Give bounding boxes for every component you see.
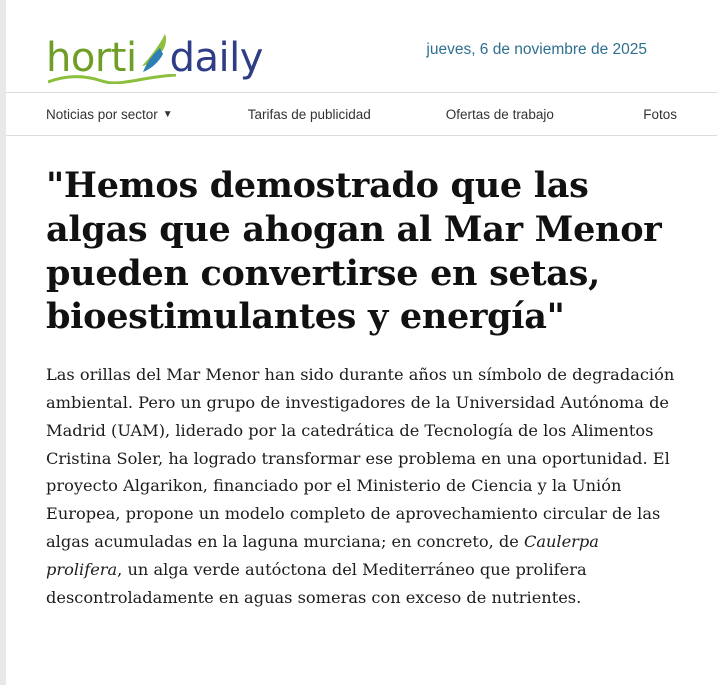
nav-item-label: Fotos: [643, 106, 677, 122]
nav-item-noticias-por-sector[interactable]: [46, 107, 173, 122]
main-navigation: [6, 92, 717, 136]
site-logo[interactable]: [46, 22, 263, 81]
nav-item-label: Ofertas de trabajo: [445, 106, 554, 122]
logo-text-daily: daily: [169, 35, 263, 81]
article-species-name: Caulerpa prolifera: [46, 532, 599, 580]
site-header: [6, 0, 717, 92]
logo-text-horti: horti: [46, 35, 137, 81]
nav-item-label: Noticias por sector: [46, 106, 158, 122]
logo-underline-decoration: [48, 71, 168, 80]
nav-item-fotos[interactable]: [643, 107, 677, 122]
article-paragraph: [46, 361, 677, 612]
nav-item-ofertas-de-trabajo[interactable]: [446, 107, 554, 122]
current-date: jueves, 6 de noviembre de 2025: [426, 41, 647, 58]
nav-item-label: Tarifas de publicidad: [247, 106, 371, 122]
article-paragraph-part2: , un alga verde autóctona del Mediterráneo que prolifera descontroladamente en aguas someras con exceso de nutrientes.: [46, 560, 587, 607]
article-container: [6, 136, 717, 612]
article-headline: "Hemos demostrado que las algas que ahogan al Mar Menor pueden convertirse en setas, bioestimulantes y energía": [46, 165, 662, 338]
chevron-down-icon: ▼: [162, 109, 173, 120]
nav-item-tarifas-de-publicidad[interactable]: [248, 107, 371, 122]
article-paragraph-part1: Las orillas del Mar Menor han sido durante años un símbolo de degradación ambiental. Pero un grupo de investigadores de la Universidad Autónoma de Madrid (UAM), liderado por la catedrática de Tecnología de los Alimentos Cristina Soler, ha logrado transformar ese problema en una oportunidad. El proyecto Algarikon, financiado por el Ministerio de Ciencia y la Unión Europea, propone un modelo completo de aprovechamiento circular de las algas acumuladas en la laguna murciana; en concreto, de: [46, 365, 675, 552]
